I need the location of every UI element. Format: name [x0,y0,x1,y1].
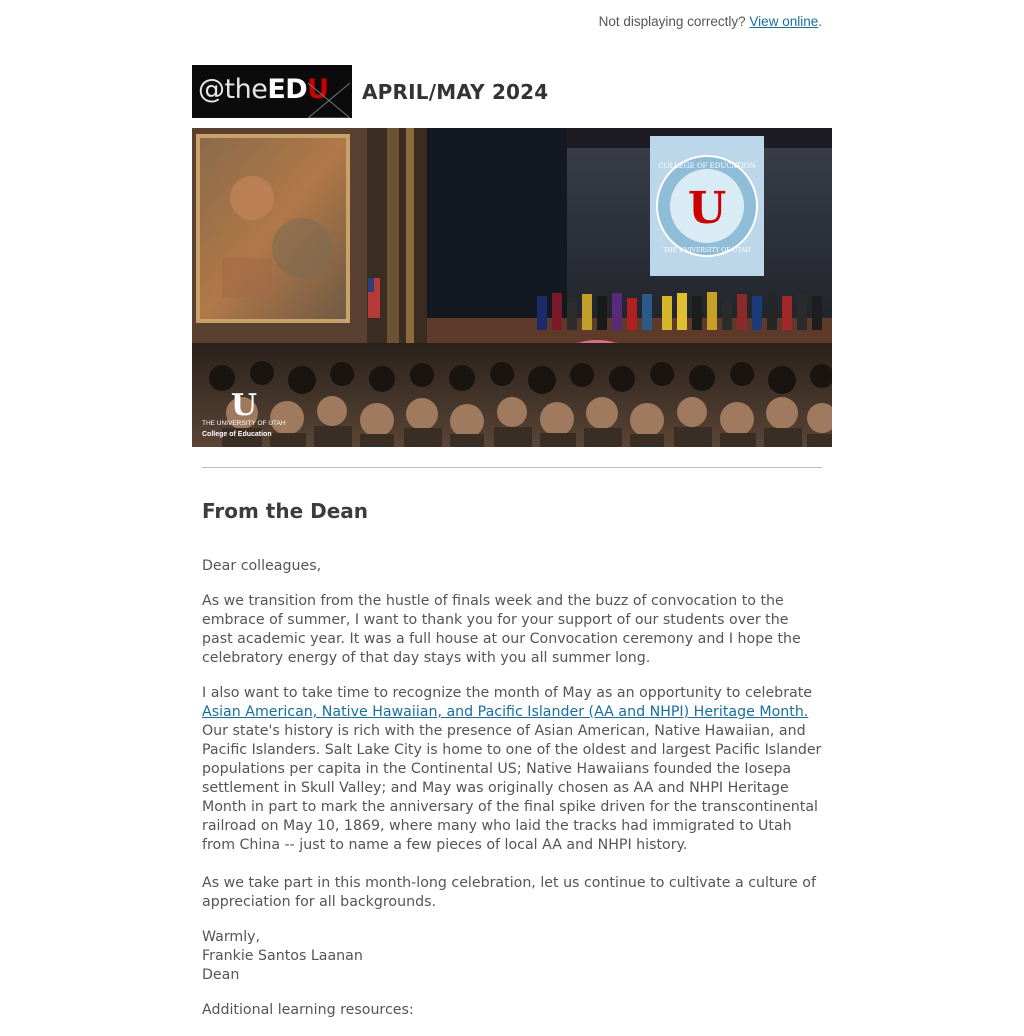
mural-painting [198,136,348,321]
dean-message [202,497,822,1036]
heritage-month-link[interactable]: Asian American, Native Hawaiian, and Pacific Islander (AA and NHPI) Heritage Month. [202,704,809,720]
paragraph-celebration: As we take part in this month-long celebration, let us continue to cultivate a culture of appreciation for all backgrounds. [202,875,816,910]
view-online-link[interactable]: View online [749,14,819,29]
svg-text:THE UNIVERSITY OF UTAH: THE UNIVERSITY OF UTAH [663,247,751,254]
closing: Warmly, [202,929,261,945]
svg-text:COLLEGE OF EDUCATION: COLLEGE OF EDUCATION [658,162,756,170]
svg-text:U: U [687,183,727,234]
svg-text:THE UNIVERSITY OF UTAH: THE UNIVERSITY OF UTAH [202,420,286,427]
newsletter-header [192,65,548,118]
dean-role: Dean [202,967,240,983]
logo-cross-mark [306,65,352,118]
salutation: Dear colleagues, [202,558,322,574]
convocation-hero-image [192,128,832,447]
resources-heading: Additional learning resources: [202,1002,414,1018]
svg-text:U: U [230,388,258,423]
section-title: From the Dean [202,499,369,523]
not-displaying-text: Not displaying correctly? [598,14,746,29]
view-online-bar: Not displaying correctly? View online. [598,14,822,29]
theedu-logo[interactable]: @theEDU [192,65,352,118]
convocation-photo [192,128,832,447]
paragraph-convocation: As we transition from the hustle of finals week and the buzz of convocation to the embrace of summer, I want to thank you for your support of our students over the past academic year. It was a full house at our Convocation ceremony and I hope the celebratory energy of that day stays with you all summer long. [202,593,801,666]
issue-date: APRIL/MAY 2024 [362,79,549,104]
dean-name: Frankie Santos Laanan [202,948,363,964]
divider [202,467,822,468]
svg-text:College of Education: College of Education [202,431,272,438]
signature [202,928,822,985]
paragraph-heritage-month: I also want to take time to recognize the month of May as an opportunity to celebrate Asian American, Native Hawaiian, and Pacific Islander (AA and NHPI) Heritage Month. Our state's history is rich with the presence of Asian American, Native Hawaiian, and Pacific Islanders. Salt Lake City is home to one of the oldest and largest Pacific Islander populations per capita in the Continental US; Native Hawaiians founded the Iosepa settlement in Skull Valley; and May was originally chosen as AA and NHPI Heritage Month in part to mark the anniversary of the final spike driven for the transcontinental railroad on May 10, 1869, where many who laid the tracks had immigrated to Utah from China -- just to name a few pieces of local AA and NHPI history. [202,685,822,853]
